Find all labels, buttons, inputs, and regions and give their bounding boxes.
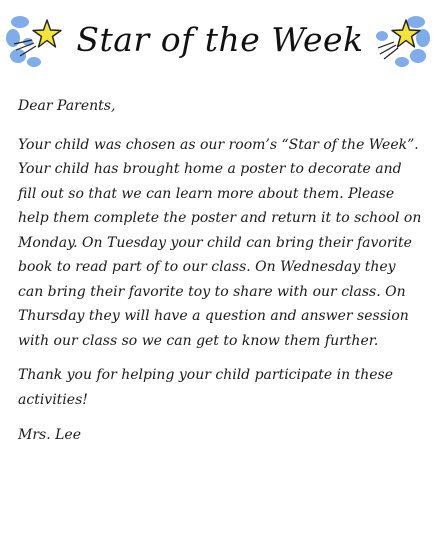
shooting-star-icon xyxy=(4,12,66,72)
salutation: Dear Parents, xyxy=(18,98,116,114)
thanks-paragraph: Thank you for helping your child participate in these activities! xyxy=(18,367,394,408)
letter-title: Star of the Week xyxy=(76,20,364,59)
shooting-star-icon xyxy=(370,12,432,72)
letter-body xyxy=(18,94,422,448)
main-paragraph: Your child was chosen as our room’s “Star of the Week”. Your child has brought home a poster to decorate and fill out so that we can learn more about them. Please help them complete the poster and return it to school on Monday. On Tuesday your child can bring their favorite book to read part of to our class. On Wednesday they can bring their favorite toy to share with our class. On Thursday they will have a question and answer session with our class so we can get to know them further. xyxy=(18,136,422,349)
letter-header xyxy=(0,6,439,76)
signature: Mrs. Lee xyxy=(18,427,81,443)
